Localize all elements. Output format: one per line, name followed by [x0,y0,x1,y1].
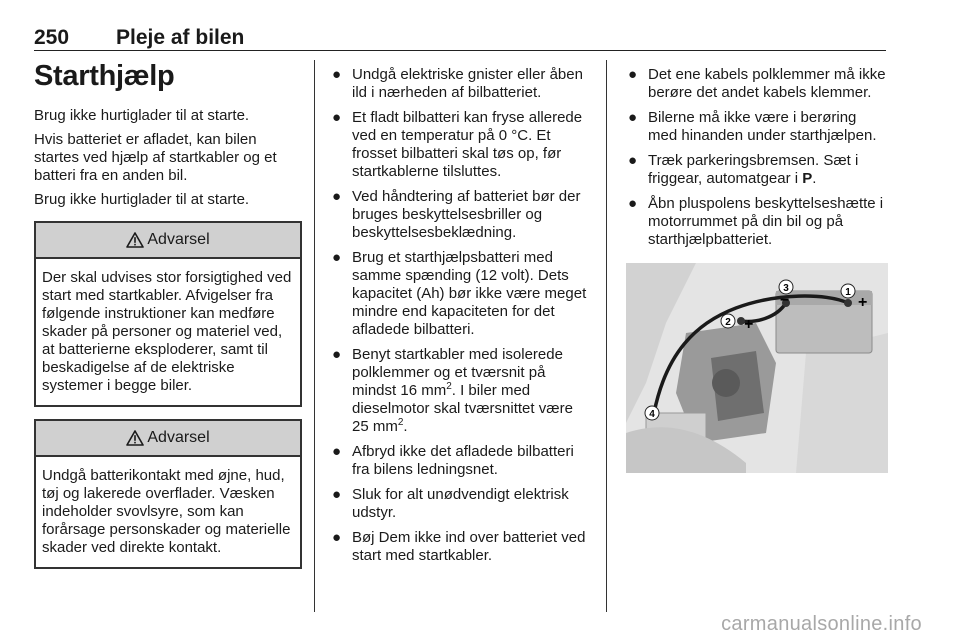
list-item: ● Undgå elektriske gnister eller åben ild i nærheden af bilbatteriet. [332,66,583,101]
bullet-icon: ● [332,443,342,460]
warning-triangle-icon [126,430,144,446]
bullet-icon: ● [332,188,342,205]
intro-paragraph: Brug ikke hurtiglader til at starte. [34,191,250,208]
bullet-icon: ● [628,109,638,126]
section-title: Starthjælp [34,60,175,92]
bullet-icon: ● [332,66,342,83]
minus-mark: − [780,292,790,309]
plus-mark: + [744,316,754,333]
page-number: 250 [34,26,70,49]
callout-4: 4 [649,409,655,420]
column-divider-2 [606,60,607,612]
bullet-icon: ● [332,109,342,126]
list-item: ● Ved håndtering af batteriet bør der bruges beskyttelsesbriller og beskyttelsesbeklædning. [332,188,581,241]
page-header [34,26,886,56]
list-item: ● Det ene kabels polklemmer må ikke berøre det andet kabels klemmer. [628,66,886,101]
warning-triangle-icon [126,232,144,248]
bullet-icon: ● [628,152,638,169]
callout-1: 1 [845,287,851,298]
warning-text: Der skal udvises stor forsigtighed ved start med startkabler. Afvigelser fra følgende instruktioner kan medføre skader på personer og materiel ved, at batterierne eksploderer, samt til beskadigelse af de elektriske systemer i begge biler. [42,269,292,394]
bullet-list [330,66,592,565]
bullet-icon: ● [628,195,638,212]
list-item: ● Brug et starthjælpsbatteri med samme spænding (12 volt). Dets kapacitet (Ah) bør ikke være meget mindre end kapaciteten for det afladede bilbatteri. [332,249,587,338]
running-title: Pleje af bilen [116,26,245,49]
list-item: ● Bøj Dem ikke ind over batteriet ved start med startkabler. [332,529,586,564]
intro-paragraph: Hvis batteriet er afladet, kan bilen startes ved hjælp af startkabler og et batteri fra en anden bil. [34,131,277,184]
column-2 [330,66,592,572]
engine-bay-figure [626,263,888,473]
list-item: ● Bilerne må ikke være i berøring med hinanden under starthjælpen. [628,109,877,144]
intro-paragraph: Brug ikke hurtiglader til at starte. [34,107,250,124]
list-item: ● Træk parkeringsbremsen. Sæt i friggear, automatgear i P. [628,152,859,187]
watermark: carmanualsonline.info [721,613,922,635]
warning-title: Advarsel [147,231,210,248]
list-item: ● Benyt startkabler med isolerede polklemmer og et tværsnit på mindst 16 $mm^2$. I biler med dieselmotor skal tværsnittet være 25 $mm^2$. [332,346,573,435]
column-1 [34,60,302,569]
column-divider-1 [314,60,315,612]
list-item: ● Åbn pluspolens beskyttelseshætte i motorrummet på din bil og på starthjælpbatteriet. [628,195,884,248]
warning-header [36,421,300,457]
engine-bay-illustration [626,263,888,473]
bullet-icon: ● [332,249,342,266]
list-item: ● Afbryd ikke det afladede bilbatteri fra bilens ledningsnet. [332,443,574,478]
list-item: ● Sluk for alt unødvendigt elektrisk udstyr. [332,486,569,521]
callout-2: 2 [725,317,731,328]
warning-title: Advarsel [147,429,210,446]
list-item: ● Et fladt bilbatteri kan fryse allerede ved en temperatur på 0 °C. Et frosset bilbatteri skal tøs op, før startkablerne tilsluttes. [332,109,583,180]
bullet-list [626,66,888,249]
column-3 [626,66,888,473]
header-rule [34,50,886,51]
warning-box [34,419,302,569]
plus-mark: + [858,294,868,311]
warning-text: Undgå batterikontakt med øjne, hud, tøj og lakerede overflader. Væsken indeholder svovlsyre, som kan forårsage personskader og materielle skader ved direkte kontakt. [42,467,291,556]
bullet-icon: ● [332,529,342,546]
bullet-icon: ● [332,486,342,503]
callout-3: 3 [783,283,789,294]
warning-header [36,223,300,259]
bullet-icon: ● [628,66,638,83]
bullet-icon: ● [332,346,342,363]
warning-box [34,221,302,407]
